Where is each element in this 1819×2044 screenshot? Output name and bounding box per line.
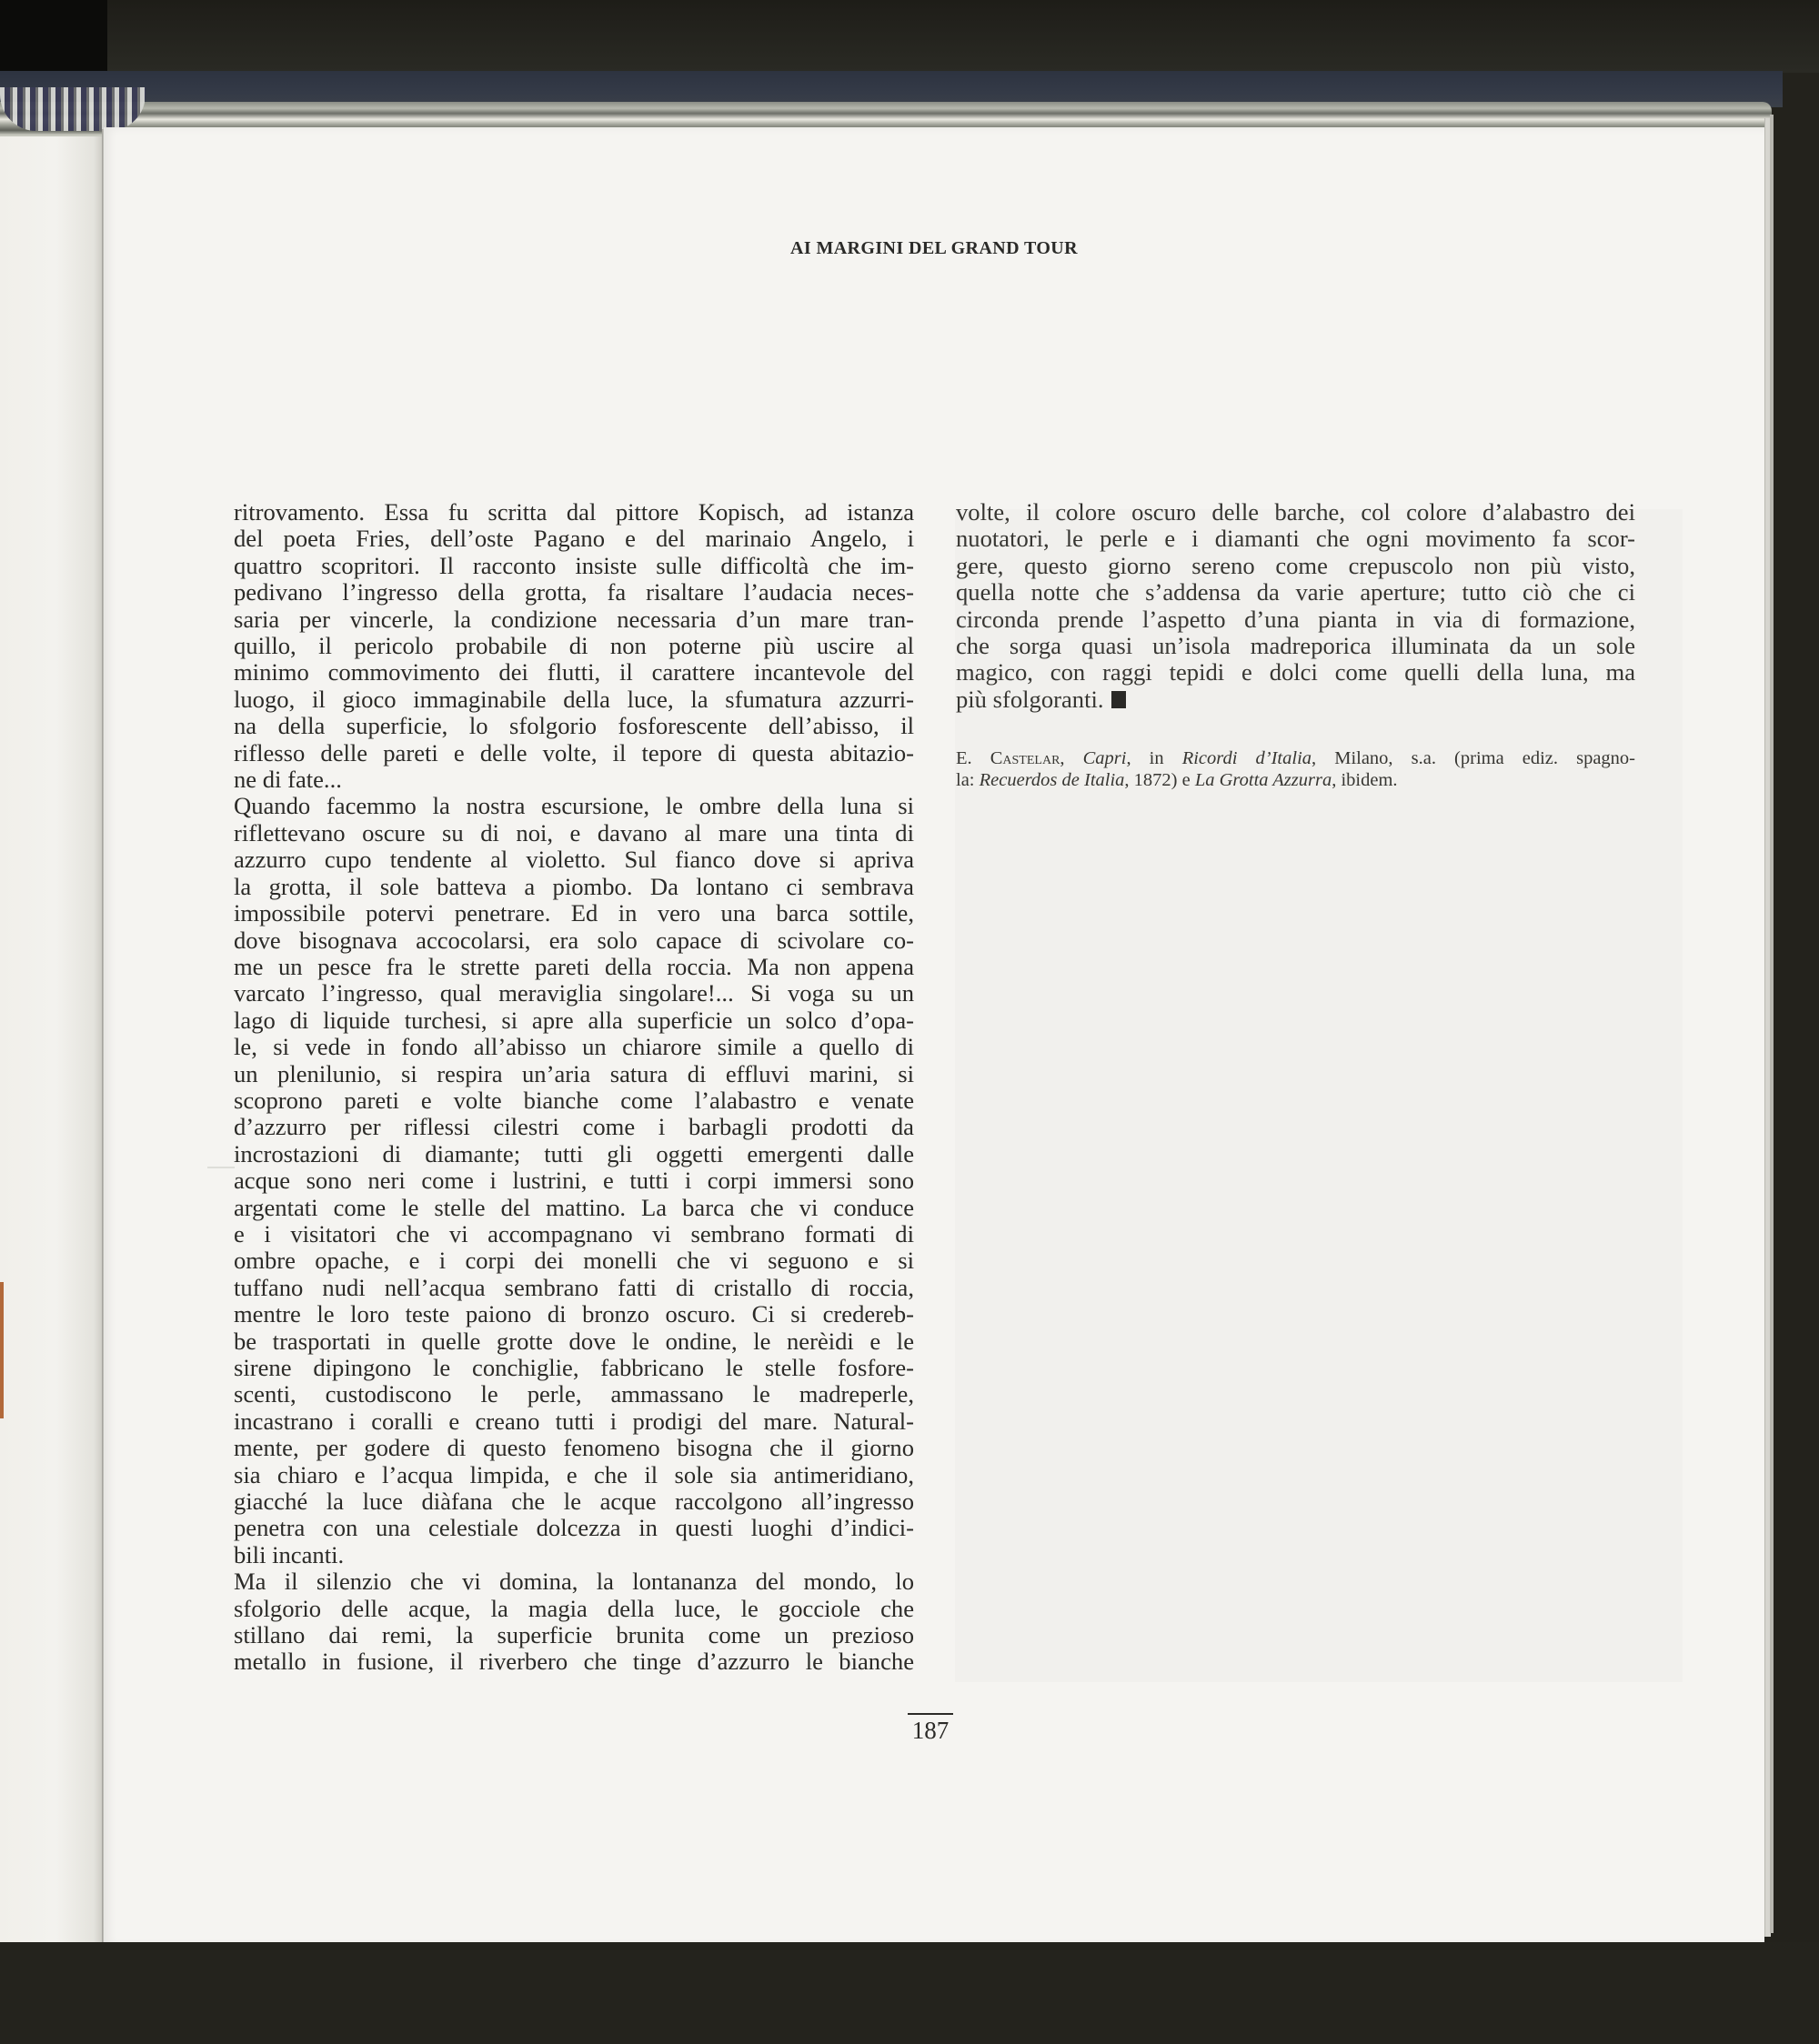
- text-line: varcato l’ingresso, qual meraviglia singolare!... Si voga su un: [234, 979, 914, 1007]
- scan-backdrop-top: [0, 0, 1819, 73]
- text-line: circonda prende l’aspetto d’una pianta in via di formazione,: [956, 605, 1635, 633]
- text-line: saria per vincerle, la condizione necessaria d’un mare tran-: [234, 605, 914, 633]
- running-head: AI MARGINI DEL GRAND TOUR: [790, 238, 1078, 258]
- text-line: impossibile potervi penetrare. Ed in vero una barca sottile,: [234, 899, 914, 927]
- text-line: riflesso delle pareti e delle volte, il tepore di questa abitazio-: [234, 738, 914, 766]
- citation-prefix: la:: [956, 770, 975, 790]
- text-line: azzurro cupo tendente al violetto. Sul fianco dove si apriva: [234, 846, 914, 874]
- text-line: pedivano l’ingresso della grotta, fa risaltare l’audacia neces-: [234, 578, 914, 606]
- text-line: Quando facemmo la nostra escursione, le ombre della luna si: [234, 792, 914, 820]
- text-line-final-text: più sfolgoranti.: [956, 685, 1104, 713]
- text-line: sfolgorio delle acque, la magia della luce, le gocciole che: [234, 1594, 914, 1622]
- text-line: lago di liquide turchesi, si apre alla superficie un solco d’opa-: [234, 1006, 914, 1034]
- text-line: tuffano nudi nell’acqua sembrano fatti di cristallo di roccia,: [234, 1273, 914, 1301]
- text-line: luogo, il gioco immaginabile della luce, la sfumatura azzurri-: [234, 685, 914, 713]
- text-line: mentre le loro teste paiono di bronzo oscuro. Ci si credereb-: [234, 1300, 914, 1328]
- text-line: mente, per godere di questo fenomeno bisogna che il giorno: [234, 1434, 914, 1462]
- text-line: un plenilunio, si respira un’aria satura di effluvi marini, si: [234, 1059, 914, 1087]
- book-headband: [0, 87, 146, 131]
- ibidem: , ibidem.: [1332, 770, 1398, 790]
- text-line: dove bisognava accocolarsi, era solo capace di scivolare co-: [234, 926, 914, 954]
- text-line: nuotatori, le perle e i diamanti che ogni movimento fa scor-: [956, 525, 1635, 553]
- text-line: del poeta Fries, dell’oste Pagano e del marinaio Angelo, i: [234, 525, 914, 553]
- text-line: bili incanti.: [234, 1540, 345, 1568]
- text-line: stillano dai remi, la superficie brunita come un prezioso: [234, 1621, 914, 1649]
- second-work-title: La Grotta Azzurra: [1194, 770, 1332, 790]
- author-surname: Castelar: [990, 748, 1060, 768]
- text-line: gere, questo giorno sereno come crepuscolo non più visto,: [956, 551, 1635, 579]
- text-line: na della superficie, lo sfolgorio fosforescente dell’abisso, il: [234, 712, 914, 740]
- text-line: be trasportati in quelle grotte dove le ondine, le nerèidi e le: [234, 1327, 914, 1355]
- text-line: giacché la luce diàfana che le acque raccolgono all’ingresso: [234, 1488, 914, 1516]
- page-edge-back: [1770, 115, 1774, 1933]
- text-line: acque sono neri come i lustrini, e tutti i corpi immersi sono: [234, 1167, 914, 1195]
- scan-backdrop-corner: [0, 0, 107, 73]
- text-line: argentati come le stelle del mattino. La barca che vi conduce: [234, 1193, 914, 1221]
- text-line: ritrovamento. Essa fu scritta dal pittore Kopisch, ad istanza: [234, 498, 914, 526]
- text-line: sirene dipingono le conchiglie, fabbricano le stelle fosfore-: [234, 1354, 914, 1381]
- text-line: metallo in fusione, il riverbero che tinge d’azzurro le bianche: [234, 1648, 914, 1676]
- left-page: [0, 136, 102, 1944]
- author-initial: E.: [956, 748, 972, 768]
- collection-title: Ricordi d’Italia: [1181, 748, 1312, 768]
- citation-in: , in: [1126, 748, 1164, 768]
- page-shade: [955, 509, 1683, 1682]
- publication-info: , Milano, s.a. (prima ediz. spagno-: [1311, 748, 1635, 768]
- text-line: magico, con raggi tepidi e dolci come quelli della luna, ma: [956, 658, 1635, 686]
- text-line: scenti, custodiscono le perle, ammassano le madreperle,: [234, 1380, 914, 1408]
- scan-artifact: [207, 1167, 235, 1168]
- page-number: 187: [908, 1713, 953, 1745]
- text-line: Ma il silenzio che vi domina, la lontananza del mondo, lo: [234, 1568, 914, 1596]
- text-line: me un pesce fra le strette pareti della roccia. Ma non appena: [234, 952, 914, 980]
- text-line: quillo, il pericolo probabile di non poterne più uscire al: [234, 632, 914, 660]
- text-line: quattro scopritori. Il racconto insiste sulle difficoltà che im-: [234, 551, 914, 579]
- text-line: d’azzurro per riflessi cilestri come i barbagli prodotti da: [234, 1113, 914, 1141]
- text-line: scoprono pareti e volte bianche come l’alabastro e venate: [234, 1086, 914, 1114]
- text-line: riflettevano oscure su di noi, e davano al mare una tinta di: [234, 818, 914, 847]
- text-line: che sorga quasi un’isola madreporica illuminata da un sole: [956, 632, 1635, 660]
- text-column-left: [234, 499, 914, 1676]
- work-title: Capri: [1082, 748, 1127, 768]
- text-line: incastrano i coralli e creano tutti i prodigi del mare. Natural-: [234, 1407, 914, 1435]
- original-year: , 1872) e: [1124, 770, 1191, 790]
- text-line: penetra con una celestiale dolcezza in questi luoghi d’indici-: [234, 1514, 914, 1542]
- text-line: ombre opache, e i corpi dei monelli che vi seguono e si: [234, 1247, 914, 1275]
- text-line: sia chiaro e l’acqua limpida, e che il sole sia antimeridiano,: [234, 1460, 914, 1488]
- citation-separator: ,: [1060, 748, 1065, 768]
- text-line: le, si vede in fondo all’abisso un chiarore simile a quello di: [234, 1033, 914, 1061]
- text-line: la grotta, il sole batteva a piombo. Da lontano ci sembrava: [234, 872, 914, 900]
- text-line: incrostazioni di diamante; tutti gli oggetti emergenti dalle: [234, 1139, 914, 1167]
- text-line: quella notte che s’addensa da varie aperture; tutto ciò che ci: [956, 578, 1635, 606]
- text-line: e i visitatori che vi accompagnano vi sembrano formati di: [234, 1219, 914, 1247]
- original-title: Recuerdos de Italia: [979, 770, 1125, 790]
- text-line: ne di fate...: [234, 766, 342, 794]
- scan-backdrop-bottom: [0, 1942, 1819, 2044]
- text-line: volte, il colore oscuro delle barche, col colore d’alabastro dei: [956, 498, 1635, 526]
- text-line: minimo commovimento dei flutti, il carattere incantevole del: [234, 658, 914, 686]
- left-page-image-edge: [0, 1282, 4, 1418]
